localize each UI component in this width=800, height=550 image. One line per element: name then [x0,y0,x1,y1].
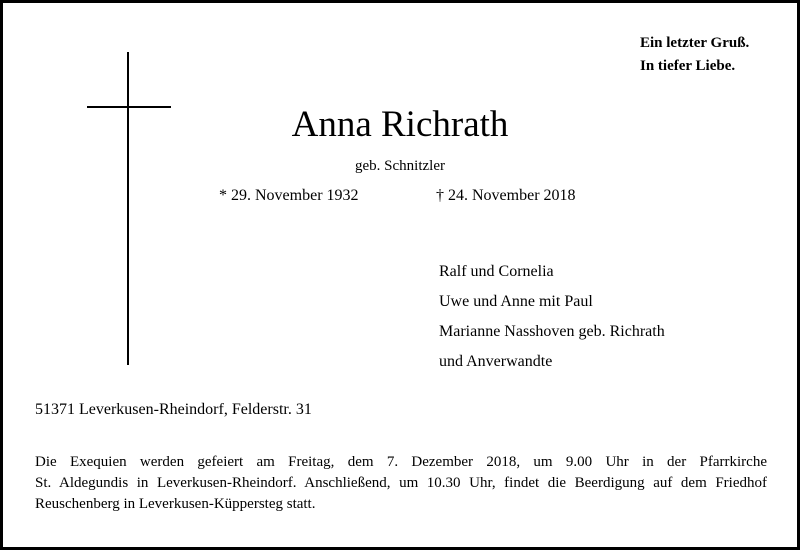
mourner: Uwe und Anne mit Paul [439,293,593,310]
mourner: Ralf und Cornelia [439,263,554,280]
cross-icon-crossbar [87,106,171,108]
greeting-line-2: In tiefer Liebe. [640,58,736,74]
maiden-name: geb. Schnitzler [355,158,445,174]
mourners-list [439,257,665,377]
service-line-1: Die Exequien werden gefeiert am Freitag, dem 7. Dezember 2018, um 9.00 Uhr in der Pfarrkirche [35,454,767,470]
service-line-3: Reuschenberg in Leverkusen-Küppersteg statt. [35,496,316,512]
address: 51371 Leverkusen-Rheindorf, Felderstr. 31 [35,401,312,418]
mourner: Marianne Nasshoven geb. Richrath [439,323,665,340]
greeting-line-1: Ein letzter Gruß. [640,35,750,51]
service-notice [35,452,767,515]
birth-date: * 29. November 1932 [219,187,359,204]
mourner: und Anverwandte [439,353,553,370]
service-line-2: St. Aldegundis in Leverkusen-Rheindorf. Anschließend, um 10.30 Uhr, findet die Beerdigung auf dem Friedhof [35,475,767,491]
greeting [640,32,749,78]
deceased-name: Anna Richrath [291,104,509,145]
cross-icon [127,52,129,365]
death-date: † 24. November 2018 [436,187,576,204]
